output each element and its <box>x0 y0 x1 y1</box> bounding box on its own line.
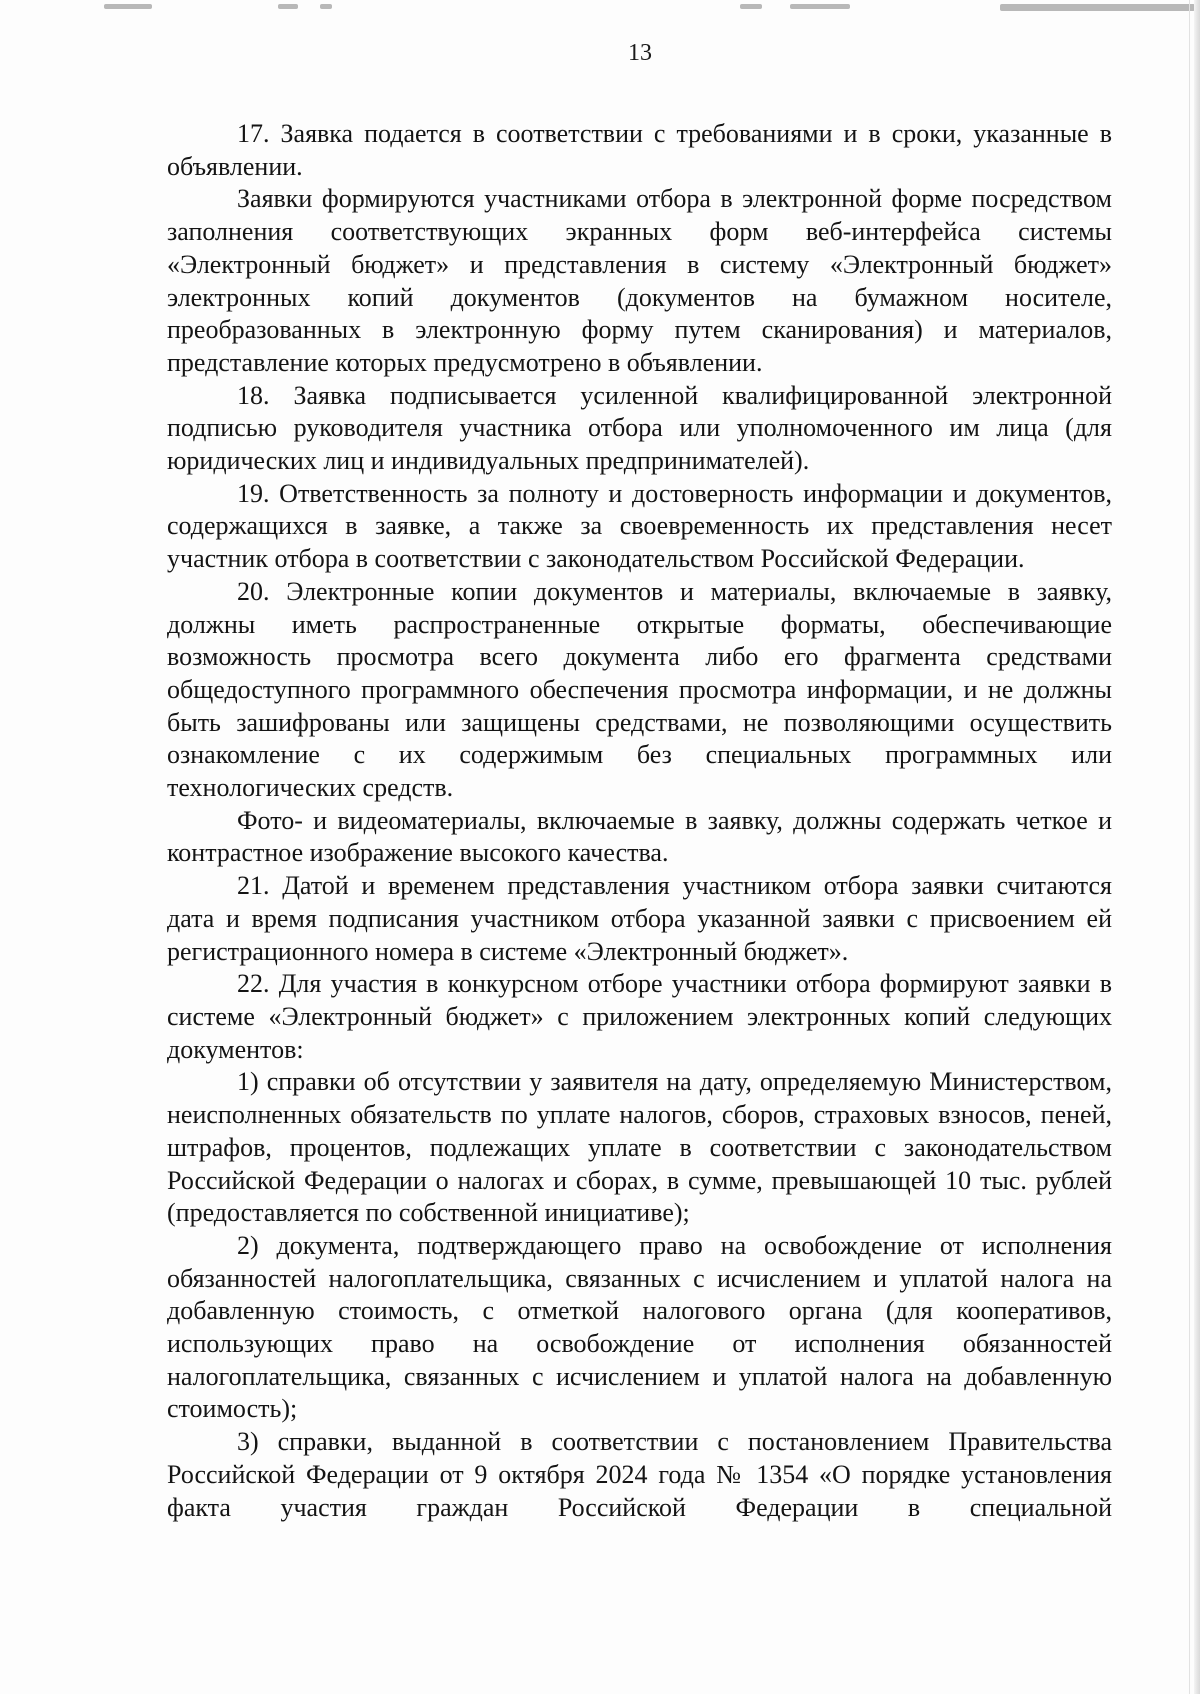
paragraph-photo-video: Фото- и видеоматериалы, включаемые в заявку, должны содержать четкое и контрастное изображение высокого качества. <box>167 805 1112 868</box>
paragraph-17: 17. Заявка подается в соответствии с требованиями и в сроки, указанные в объявлении. <box>167 119 1112 181</box>
scan-artifact-edge-line <box>1189 0 1190 1694</box>
page-number: 13 <box>628 40 652 66</box>
scan-artifact-top <box>0 0 1200 20</box>
paragraph-applications-formation: Заявки формируются участниками отбора в электронной форме посредством заполнения соответствующих экранных форм веб-интерфейса системы «Электронный бюджет» и представления в систему «Электронный бюджет» электронных копий документов (документов на бумажном носителе, преобразованных в электронную форму путем сканирования) и материалов, представление которых предусмотрено в объявлении. <box>167 184 1112 377</box>
paragraph-22: 22. Для участия в конкурсном отборе участники отбора формируют заявки в системе «Электронный бюджет» с приложением электронных копий следующих документов: <box>167 969 1112 1064</box>
document-body <box>167 118 1112 1524</box>
paragraph-20: 20. Электронные копии документов и материалы, включаемые в заявку, должны иметь распространенные открытые форматы, обеспечивающие возможность просмотра всего документа либо его фрагмента средствами общедоступного программного обеспечения просмотра информации, и не должны быть зашифрованы или защищены средствами, не позволяющими осуществить ознакомление с их содержимым без специальных программных или технологических средств. <box>167 576 1112 803</box>
list-item-2: 2) документа, подтверждающего право на освобождение от исполнения обязанностей налогоплательщика, связанных с исчислением и уплатой налога на добавленную стоимость, с отметкой налогового органа (для кооперативов, использующих право на освобождение от исполнения обязанностей налогоплательщика, связанных с исчислением и уплатой налога на добавленную стоимость); <box>167 1230 1112 1424</box>
list-item-3: 3) справки, выданной в соответствии с постановлением Правительства Российской Федерации от 9 октября 2024 года № 1354 «О порядке установления факта участия граждан Российской Федерации в специальной <box>167 1427 1112 1522</box>
paragraph-18: 18. Заявка подписывается усиленной квалифицированной электронной подписью руководителя участника отбора или уполномоченного им лица (для юридических лиц и индивидуальных предпринимателей). <box>167 380 1112 476</box>
paragraph-19: 19. Ответственность за полноту и достоверность информации и документов, содержащихся в заявке, а также за своевременность их представления несет участник отбора в соответствии с законодательством Российской Федерации. <box>167 478 1112 574</box>
scan-artifact-right-edge <box>1194 0 1200 1694</box>
paragraph-21: 21. Датой и временем представления участником отбора заявки считаются дата и время подписания участником отбора указанной заявки с присвоением ей регистрационного номера в системе «Электронный бюджет». <box>167 871 1112 966</box>
list-item-1: 1) справки об отсутствии у заявителя на дату, определяемую Министерством, неисполненных обязательств по уплате налогов, сборов, страховых взносов, пеней, штрафов, процентов, подлежащих уплате в соответствии с законодательством Российской Федерации о налогах и сборах, в сумме, превышающей 10 тыс. рублей (предоставляется по собственной инициативе); <box>167 1067 1112 1228</box>
